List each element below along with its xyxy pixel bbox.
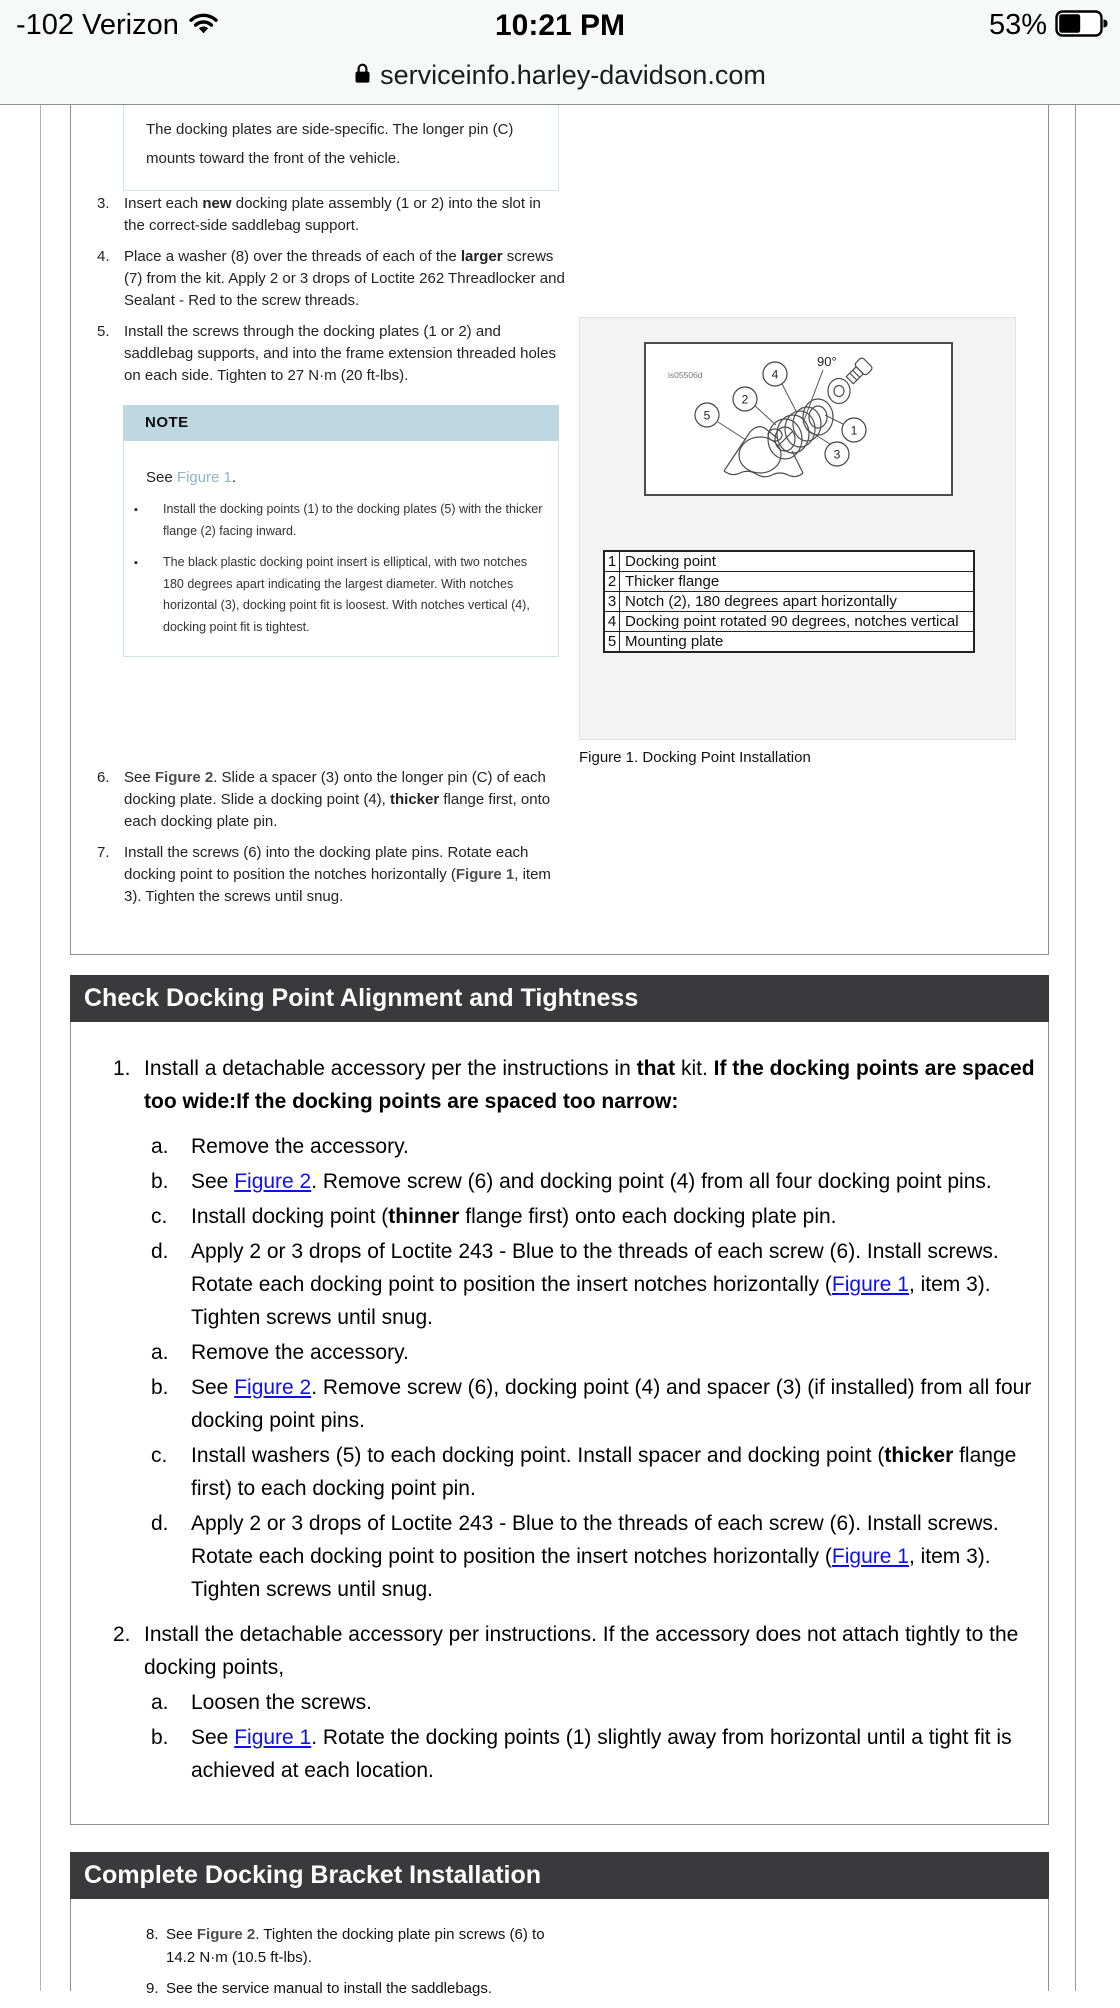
note-box <box>123 405 559 657</box>
step-text <box>124 248 565 309</box>
section-header: Complete Docking Bracket Installation <box>70 1852 1049 1899</box>
figure-reference-link[interactable]: Figure 1 <box>234 1726 312 1749</box>
step-number: 5. <box>97 323 110 340</box>
table-row <box>604 572 974 592</box>
install-docking-plates-section <box>70 105 1049 955</box>
text-segment: Figure 1 <box>455 866 515 883</box>
substep-a <box>71 1130 1048 1163</box>
battery-percent-label: 53% <box>988 9 1047 41</box>
text-segment: See <box>191 1170 235 1193</box>
outer-table-rule-left <box>40 105 41 1991</box>
substeps-list <box>71 1130 1048 1606</box>
substep-text <box>191 1170 992 1193</box>
legend-label: Notch (2), 180 degrees apart horizontally <box>620 592 975 612</box>
figure-caption: Figure 1. Docking Point Installation <box>579 749 811 766</box>
table-row <box>604 612 974 632</box>
step-text <box>144 1623 1018 1679</box>
text-segment: that <box>636 1057 676 1080</box>
step-5 <box>97 321 565 387</box>
substep-letter: b. <box>151 1170 169 1193</box>
text-segment: Loosen the screws. <box>191 1691 372 1714</box>
figure-reference-link[interactable]: Figure 2 <box>234 1376 312 1399</box>
step-text <box>124 195 541 234</box>
steps-3-5 <box>97 193 565 396</box>
step-text <box>166 1980 492 1997</box>
substep-letter: a. <box>151 1341 169 1364</box>
text-segment: . Remove screw (6) and docking point (4) from all four docking point pins. <box>311 1170 992 1193</box>
substep-c2 <box>71 1439 1048 1505</box>
figure-reference-link[interactable]: Figure 1 <box>831 1545 909 1568</box>
text-segment: , item 3). Tighten the screws until snug. <box>124 866 551 905</box>
text-segment: , item 3). Tighten screws until snug. <box>191 1545 991 1601</box>
battery-icon <box>1055 10 1108 42</box>
callout-1: 1 <box>850 423 858 438</box>
legend-label: Thicker flange <box>620 572 975 592</box>
substep-text <box>191 1135 409 1158</box>
status-right <box>989 9 1108 42</box>
text-segment: flange first) to each docking point pin. <box>191 1444 1017 1500</box>
figure-reference-link[interactable]: Figure 1 <box>831 1273 909 1296</box>
callout-5: 5 <box>703 408 711 423</box>
text-segment: Figure 2 <box>154 769 214 786</box>
step-number: 3. <box>97 195 110 212</box>
text-segment: Insert each <box>124 195 203 212</box>
lock-icon <box>354 62 371 89</box>
substep-a <box>71 1686 1048 1719</box>
substep-text <box>191 1240 999 1329</box>
text-segment: . Slide a spacer (3) onto the longer pin (C) of each docking plate. Slide a docking point (4), <box>124 769 546 808</box>
legend-label: Docking point <box>620 551 975 572</box>
figure-panel <box>579 317 1016 740</box>
legend-label: Docking point rotated 90 degrees, notches vertical <box>620 612 975 632</box>
figure-diagram <box>646 344 951 494</box>
text-segment: The black plastic docking point insert is elliptical, with two notches 180 degrees apart indicating the largest diameter. With notches horizontal (3), docking point fit is loosest. With notches vertical (4), docking point fit is tightest. <box>163 555 530 634</box>
substep-text <box>191 1205 837 1228</box>
substep-letter: a. <box>151 1691 169 1714</box>
text-segment: Install the docking points (1) to the docking plates (5) with the thicker flange (2) facing inward. <box>163 502 543 538</box>
text-segment: thicker <box>884 1444 954 1467</box>
text-segment: Remove the accessory. <box>191 1341 409 1364</box>
text-segment: kit. <box>675 1057 714 1080</box>
steps-6-7 <box>97 767 565 917</box>
substep-text <box>191 1726 1012 1782</box>
check-alignment-section <box>70 975 1049 1825</box>
step-number: 6. <box>97 769 110 786</box>
text-segment: Install a detachable accessory per the instructions in <box>144 1057 637 1080</box>
note-bullet <box>134 499 550 542</box>
url-text: serviceinfo.harley-davidson.com <box>380 59 766 90</box>
substep-text <box>191 1376 1031 1432</box>
step-8 <box>146 1923 666 1969</box>
step-text <box>166 1926 545 1966</box>
substep-letter: b. <box>151 1376 169 1399</box>
text-segment: See <box>191 1376 235 1399</box>
text-segment: screws (7) from the kit. Apply 2 or 3 drops of Loctite 262 Threadlocker and Sealant - Red to the screw threads. <box>124 248 565 309</box>
callout-4: 4 <box>771 367 779 382</box>
text-segment: . Remove screw (6), docking point (4) and spacer (3) (if installed) from all four docking point pins. <box>191 1376 1032 1432</box>
text-segment: Install washers (5) to each docking point. Install spacer and docking point ( <box>191 1444 885 1467</box>
substep-c <box>71 1200 1048 1233</box>
substep-letter: d. <box>151 1512 169 1535</box>
complete-installation-section <box>70 1852 1049 1997</box>
text-segment: See <box>124 769 155 786</box>
text-segment: Install the screws through the docking plates (1 or 2) and saddlebag supports, and into the frame extension threaded holes on each side. Tighten to 27 N·m (20 ft-lbs). <box>124 323 556 384</box>
angle-label: 90° <box>817 354 837 369</box>
figure-reference-link[interactable]: Figure 1 <box>176 469 232 486</box>
substep-letter: c. <box>151 1205 168 1228</box>
note-body <box>123 441 559 657</box>
legend-num: 3 <box>604 592 620 612</box>
legend-num: 1 <box>604 551 620 572</box>
substep-text <box>191 1444 1016 1500</box>
outer-table-rule-right <box>1075 105 1076 1991</box>
table-row <box>604 551 974 572</box>
step-number: 1. <box>113 1057 131 1080</box>
section-header: Check Docking Point Alignment and Tightness <box>70 975 1049 1022</box>
status-clock: 10:21 PM <box>494 9 626 42</box>
step-9 <box>146 1977 666 2000</box>
text-segment: , item 3). Tighten screws until snug. <box>191 1273 991 1329</box>
carrier-label: -102 Verizon <box>16 9 179 41</box>
browser-chrome <box>0 0 1120 105</box>
substep-a2 <box>71 1336 1048 1369</box>
step-3 <box>97 193 565 237</box>
address-bar[interactable] <box>0 52 1120 98</box>
legend-num: 5 <box>604 632 620 653</box>
step-7 <box>97 842 565 908</box>
text-segment: Apply 2 or 3 drops of Loctite 243 - Blue to the threads of each screw (6). Install screws. Rotate each docking point to position the insert notches horizontally ( <box>191 1240 999 1296</box>
table-row <box>604 592 974 612</box>
step-number: 9. <box>146 1980 159 1997</box>
text-segment: Install docking point ( <box>191 1205 389 1228</box>
text-segment: larger <box>460 248 503 265</box>
text-segment: Install the screws (6) into the docking plate pins. Rotate each docking point to position the notches horizontally ( <box>124 844 529 883</box>
text-segment: thicker <box>390 791 440 808</box>
figure-reference-link[interactable]: Figure 2 <box>234 1170 312 1193</box>
step-number: 2. <box>113 1623 131 1646</box>
step-2 <box>71 1618 1048 1684</box>
substep-letter: b. <box>151 1726 169 1749</box>
substep-b <box>71 1721 1048 1787</box>
note-intro <box>146 467 550 489</box>
text-segment: See the service manual to install the saddlebags. <box>166 1980 493 1997</box>
text-segment: thinner <box>388 1205 460 1228</box>
text-segment: See <box>166 1926 197 1943</box>
step-text <box>144 1057 1035 1113</box>
step-text <box>124 769 550 830</box>
substep-d <box>71 1235 1048 1334</box>
text-segment: Install the detachable accessory per instructions. If the accessory does not attach tightly to the docking points, <box>144 1623 1019 1679</box>
callout-2: 2 <box>741 392 749 407</box>
substep-text <box>191 1512 999 1601</box>
text-segment: 14.2 N·m (10.5 ft-lbs). <box>166 1949 312 1966</box>
substep-letter: c. <box>151 1444 168 1467</box>
note-title: NOTE <box>123 405 559 441</box>
text-segment: flange first) onto each docking plate pin. <box>459 1205 837 1228</box>
figure-legend-table <box>603 550 975 653</box>
note-bullet <box>134 552 550 638</box>
step-number: 7. <box>97 844 110 861</box>
step-4 <box>97 246 565 312</box>
substep-text <box>191 1691 372 1714</box>
text-segment: . Rotate the docking points (1) slightly away from horizontal until a tight fit is achieved at each location. <box>191 1726 1012 1782</box>
text-segment: . <box>231 469 237 486</box>
text-segment: flange first, onto each docking plate pin. <box>124 791 551 830</box>
table-row <box>604 632 974 653</box>
text-segment: See <box>191 1726 235 1749</box>
substep-d2 <box>71 1507 1048 1606</box>
step-text <box>124 844 551 905</box>
text-segment: Apply 2 or 3 drops of Loctite 243 - Blue to the threads of each screw (6). Install screws. Rotate each docking point to position the insert notches horizontally ( <box>191 1512 999 1568</box>
text-segment: Place a washer (8) over the threads of each of the <box>124 248 461 265</box>
text-segment: docking plate assembly (1 or 2) into the slot in the correct-side saddlebag support. <box>124 195 541 234</box>
step-number: 4. <box>97 248 110 265</box>
legend-label: Mounting plate <box>620 632 975 653</box>
step-text <box>124 323 556 384</box>
callout-3: 3 <box>833 447 841 462</box>
text-segment: See <box>146 469 177 486</box>
section-body <box>70 1022 1049 1825</box>
legend-num: 2 <box>604 572 620 592</box>
figure-1-block <box>579 317 1016 766</box>
substep-text <box>191 1341 409 1364</box>
substep-b <box>71 1165 1048 1198</box>
step-1 <box>71 1052 1048 1118</box>
text-segment: . Tighten the docking plate pin screws (6) to <box>255 1926 545 1943</box>
text-segment: If the docking points are spaced too wide:If the docking points are spaced too narrow: <box>144 1057 1035 1113</box>
info-callout-box: The docking plates are side-specific. The longer pin (C) mounts toward the front of the vehicle. <box>123 105 559 191</box>
section-body <box>70 1899 1049 1997</box>
step-number: 8. <box>146 1926 159 1943</box>
step-6 <box>97 767 565 833</box>
substeps-list <box>71 1686 1048 1787</box>
figure-image <box>644 342 953 496</box>
figure-image-id: is05506d <box>668 370 703 380</box>
text-segment: Remove the accessory. <box>191 1135 409 1158</box>
substep-b2 <box>71 1371 1048 1437</box>
text-segment: new <box>202 195 232 212</box>
legend-num: 4 <box>604 612 620 632</box>
substep-letter: a. <box>151 1135 169 1158</box>
substep-letter: d. <box>151 1240 169 1263</box>
text-segment: Figure 2 <box>196 1926 256 1943</box>
